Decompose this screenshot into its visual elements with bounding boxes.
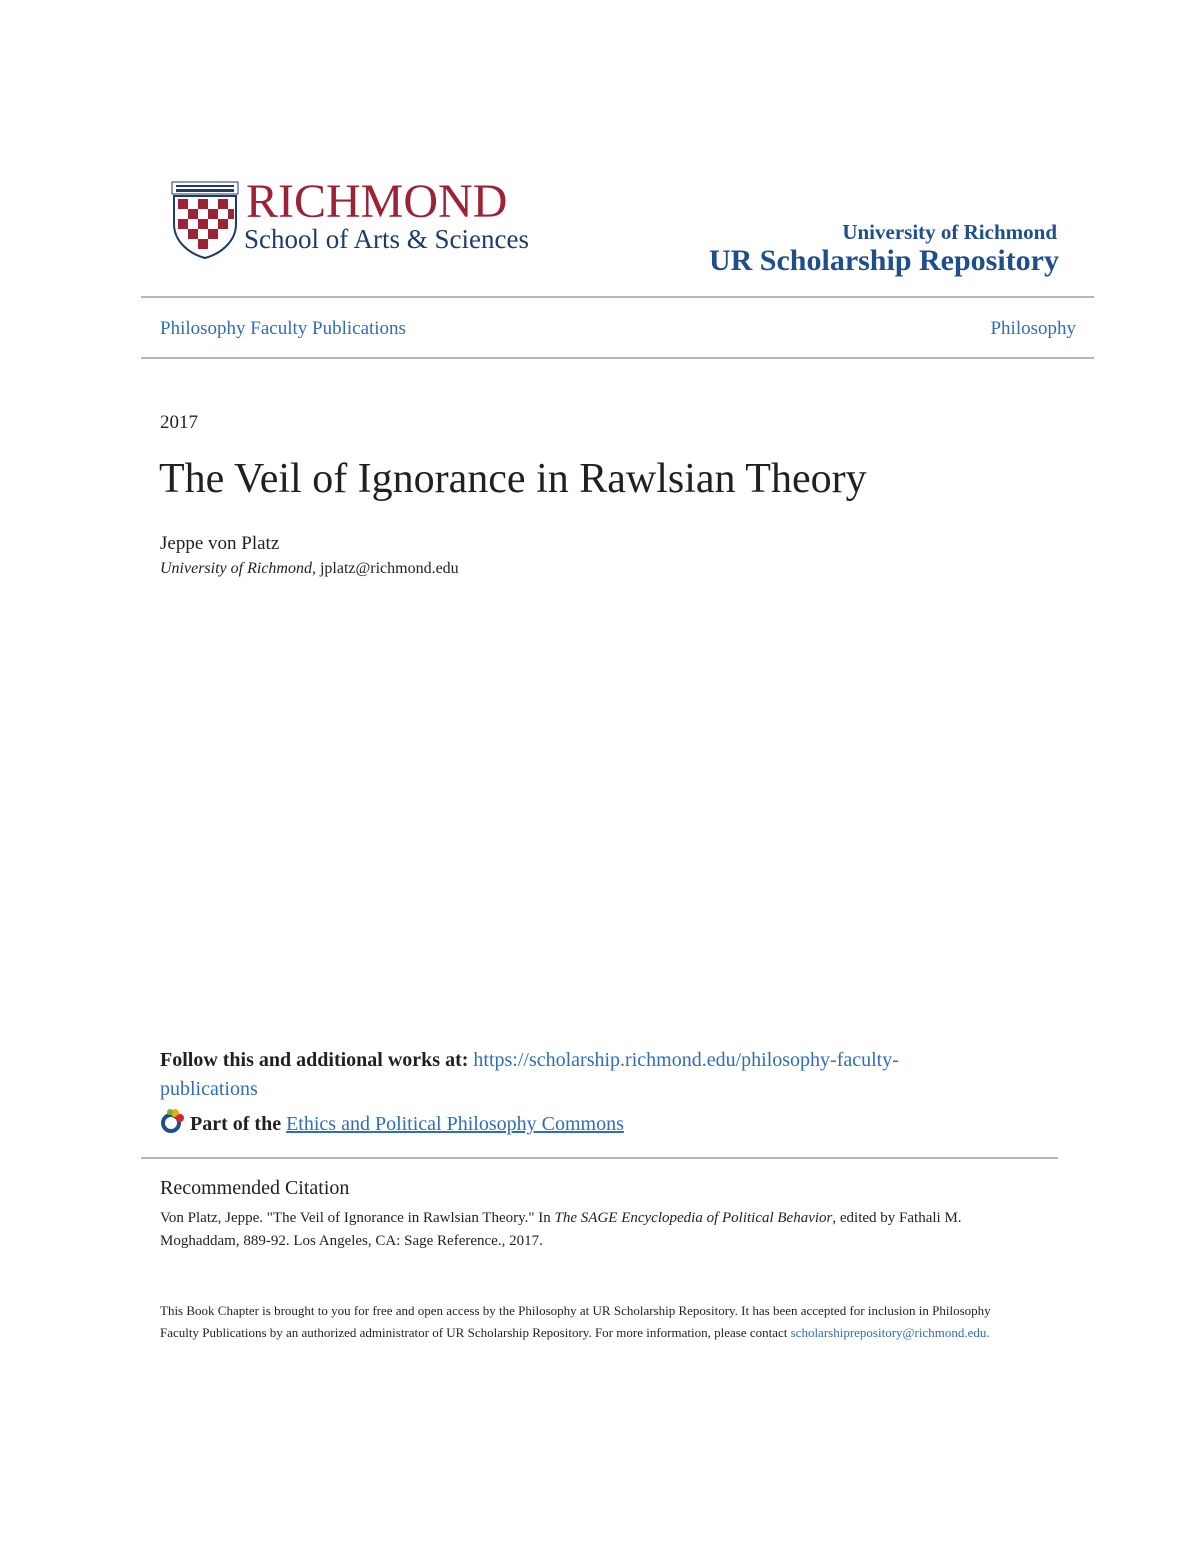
bepress-commons-icon: [160, 1108, 186, 1134]
follow-url[interactable]: https://scholarship.richmond.edu/philosophy-faculty-publications: [160, 1049, 899, 1100]
part-of-label: Part of the: [190, 1113, 282, 1135]
part-of-line: [160, 1108, 624, 1136]
department-link[interactable]: Philosophy: [990, 318, 1076, 339]
access-notice: [160, 1300, 1030, 1344]
repository-name[interactable]: UR Scholarship Repository: [708, 244, 1059, 277]
citation-text: [160, 1207, 1030, 1253]
richmond-logo: [170, 175, 550, 260]
affiliation-separator: ,: [311, 560, 320, 577]
citation-heading: Recommended Citation: [160, 1177, 350, 1199]
notice-text: This Book Chapter is brought to you for free and open access by the Philosophy at UR Scholarship Repository. It has been accepted for inclusion in Philosophy Faculty Publications by an authorized administrator of UR Scholarship Repository. For more information, please contact: [160, 1303, 991, 1340]
author-institution: University of Richmond: [160, 560, 312, 577]
collection-link[interactable]: Philosophy Faculty Publications: [160, 318, 406, 339]
commons-link[interactable]: Ethics and Political Philosophy Commons: [286, 1113, 624, 1135]
author-name: Jeppe von Platz: [160, 533, 280, 554]
author-email[interactable]: jplatz@richmond.edu: [319, 560, 459, 577]
document-title: The Veil of Ignorance in Rawlsian Theory: [159, 456, 867, 502]
citation-after: , edited by Fathali M. Moghaddam, 889-92. Los Angeles, CA: Sage Reference., 2017.: [160, 1210, 962, 1249]
citation-divider: [141, 1157, 1058, 1159]
repository-institution[interactable]: University of Richmond: [842, 220, 1057, 244]
author-affiliation: [160, 560, 459, 578]
follow-label: Follow this and additional works at:: [160, 1049, 469, 1071]
citation-before: Von Platz, Jeppe. "The Veil of Ignorance in Rawlsian Theory." In: [160, 1210, 555, 1226]
header-divider: [141, 296, 1094, 298]
logo-subtitle: School of Arts & Sciences: [244, 224, 529, 254]
citation-book: The SAGE Encyclopedia of Political Behavior: [554, 1210, 833, 1226]
follow-line: [160, 1046, 980, 1104]
publication-year: 2017: [160, 412, 198, 433]
shield-icon: [170, 180, 240, 260]
nav-divider: [141, 357, 1094, 359]
contact-email[interactable]: scholarshiprepository@richmond.edu.: [790, 1325, 990, 1340]
logo-wordmark: RICHMOND: [246, 175, 508, 228]
